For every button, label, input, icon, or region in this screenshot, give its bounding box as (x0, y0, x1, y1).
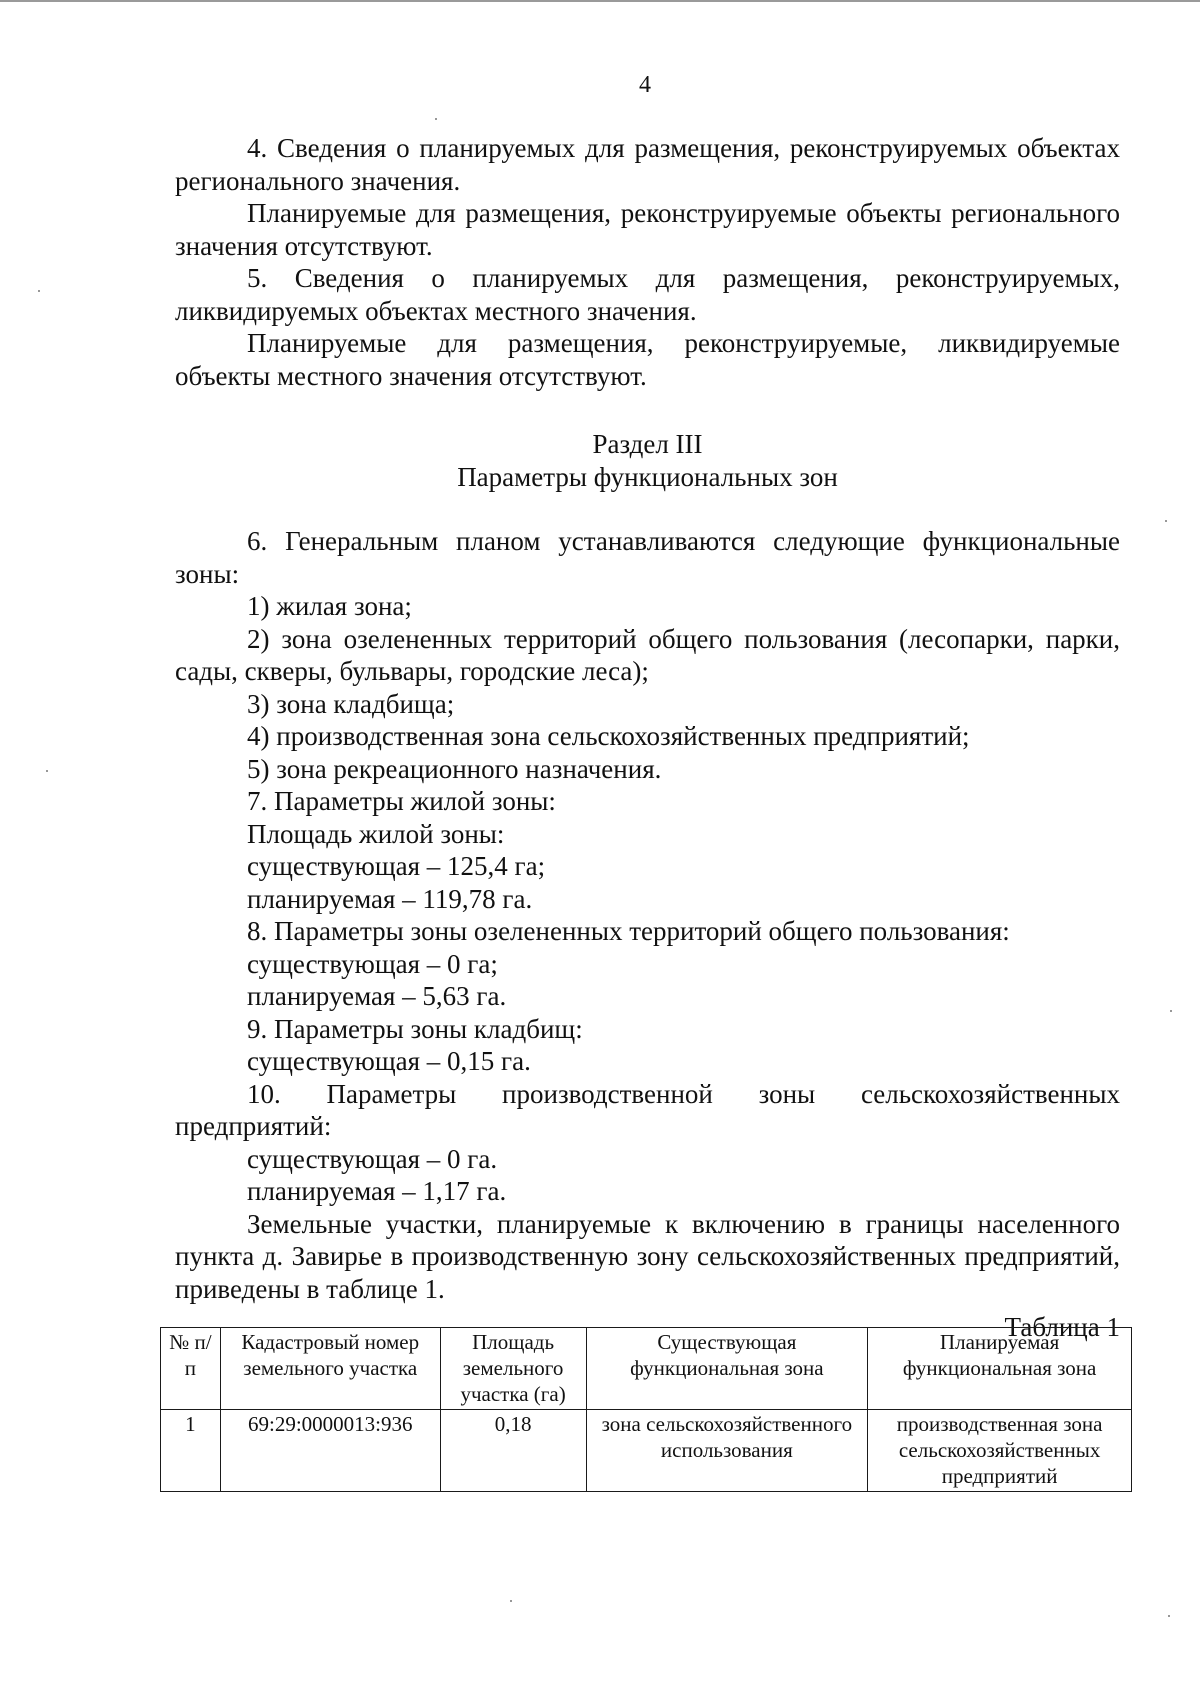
item-10-planned: планируемая – 1,17 га. (247, 1176, 507, 1206)
cell-number: 1 (161, 1410, 221, 1492)
table-caption: Таблица 1 (1004, 1312, 1120, 1342)
cell-area: 0,18 (440, 1410, 586, 1492)
item-7-existing: существующая – 125,4 га; (247, 851, 546, 881)
page-number: 4 (639, 72, 651, 98)
zone-list-item: 1) жилая зона; (247, 591, 412, 621)
item-8-existing: существующая – 0 га; (247, 948, 498, 979)
item-4-text: Планируемые для размещения, реконструируемые объекты регионального значения отсутствуют. (175, 198, 1120, 261)
land-plots-text: Земельные участки, планируемые к включению в границы населенного пункта д. Завирье в производственную зону сельскохозяйственных предприятий, приведены в таблице 1. (175, 1208, 1120, 1304)
table-header-row (161, 1328, 1132, 1410)
item-8-title: 8. Параметры зоны озелененных территорий общего пользования: (247, 916, 1010, 946)
cell-existing-zone: зона сельскохозяйственного использования (586, 1410, 868, 1492)
item-6-intro: 6. Генеральным планом устанавливаются следующие функциональные зоны: (175, 526, 1120, 589)
cell-cadastral-number: 69:29:0000013:936 (220, 1410, 440, 1492)
header-planned-zone: Планируемая функциональная зона (868, 1328, 1132, 1410)
item-7-title: 7. Параметры жилой зоны: (247, 786, 556, 816)
item-9-title: 9. Параметры зоны кладбищ: (247, 1013, 583, 1044)
item-5-text: Планируемые для размещения, реконструируемые, ликвидируемые объекты местного значения отсутствуют. (175, 328, 1120, 391)
cell-planned-zone: производственная зона сельскохозяйственных предприятий (868, 1410, 1132, 1492)
scan-top-edge (0, 0, 1200, 2)
table-row (161, 1410, 1132, 1492)
item-4-heading: 4. Сведения о планируемых для размещения, реконструируемых объектах регионального значения. (175, 133, 1120, 196)
header-existing-zone: Существующая функциональная зона (586, 1328, 868, 1410)
zone-list-item: 2) зона озелененных территорий общего пользования (лесопарки, парки, сады, скверы, бульвары, городские леса); (175, 623, 1120, 686)
item-9-existing: существующая – 0,15 га. (247, 1046, 531, 1076)
item-8-planned: планируемая – 5,63 га. (247, 981, 507, 1011)
section-title: Раздел III (592, 429, 703, 459)
zone-list-item: 3) зона кладбища; (247, 688, 455, 719)
land-plots-table (160, 1327, 1132, 1492)
spacer (175, 392, 1120, 428)
header-area: Площадь земельного участка (га) (440, 1328, 586, 1410)
item-10-title: 10. Параметры производственной зоны сельскохозяйственных предприятий: (175, 1078, 1120, 1141)
spacer (175, 493, 1120, 525)
document-body (175, 132, 1120, 1344)
item-10-existing: существующая – 0 га. (247, 1143, 498, 1174)
header-number: № п/п (161, 1328, 221, 1410)
item-7-planned: планируемая – 119,78 га. (247, 883, 533, 914)
section-subtitle: Параметры функциональных зон (457, 461, 838, 492)
zone-list-item: 5) зона рекреационного назначения. (247, 753, 662, 784)
item-7-area-label: Площадь жилой зоны: (247, 818, 505, 849)
header-cadastral-number: Кадастровый номер земельного участка (220, 1328, 440, 1410)
zone-list-item: 4) производственная зона сельскохозяйственных предприятий; (247, 721, 970, 751)
item-5-heading: 5. Сведения о планируемых для размещения, реконструируемых, ликвидируемых объектах местного значения. (175, 263, 1120, 326)
